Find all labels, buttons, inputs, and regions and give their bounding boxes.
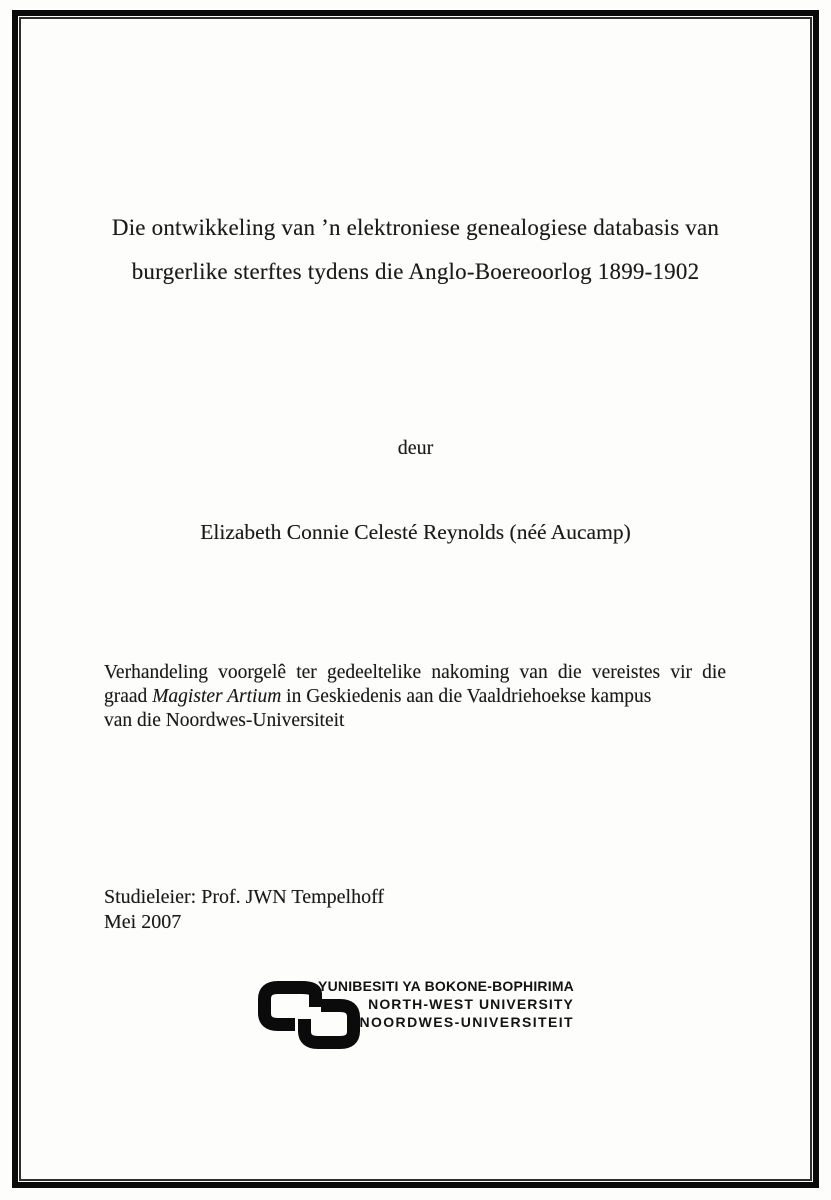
thesis-title-line-2: burgerlike sterftes tydens die Anglo-Boereoorlog 1899-1902	[131, 259, 700, 284]
byline-deur: deur	[397, 437, 434, 459]
submission-statement	[104, 661, 726, 733]
date-line: Mei 2007	[104, 911, 182, 933]
logo-text-english: NORTH-WEST UNIVERSITY	[368, 996, 574, 1012]
submission-line-2	[104, 685, 726, 709]
thesis-title-line-1: Die ontwikkeling van ’n elektroniese genealogiese databasis van	[111, 215, 720, 240]
submission-line-1: Verhandeling voorgelê ter gedeeltelike nakoming van die vereistes vir die	[104, 662, 726, 683]
supervisor-block	[104, 885, 384, 935]
nwu-logo-wordmark	[318, 977, 574, 1031]
submission-line-2-suffix: in Geskiedenis aan die Vaaldriehoekse kampus	[281, 686, 652, 707]
thesis-title	[0, 206, 831, 294]
degree-name-italic: Magister Artium	[152, 686, 282, 707]
logo-text-setswana: YUNIBESITI YA BOKONE-BOPHIRIMA	[318, 978, 574, 994]
submission-line-3: van die Noordwes-Universiteit	[104, 710, 345, 731]
supervisor-line: Studieleier: Prof. JWN Tempelhoff	[104, 886, 385, 908]
logo-text-afrikaans: NOORDWES-UNIVERSITEIT	[359, 1014, 574, 1030]
submission-line-2-prefix: graad	[104, 686, 153, 707]
author-name: Elizabeth Connie Celesté Reynolds (néé Aucamp)	[200, 520, 631, 544]
